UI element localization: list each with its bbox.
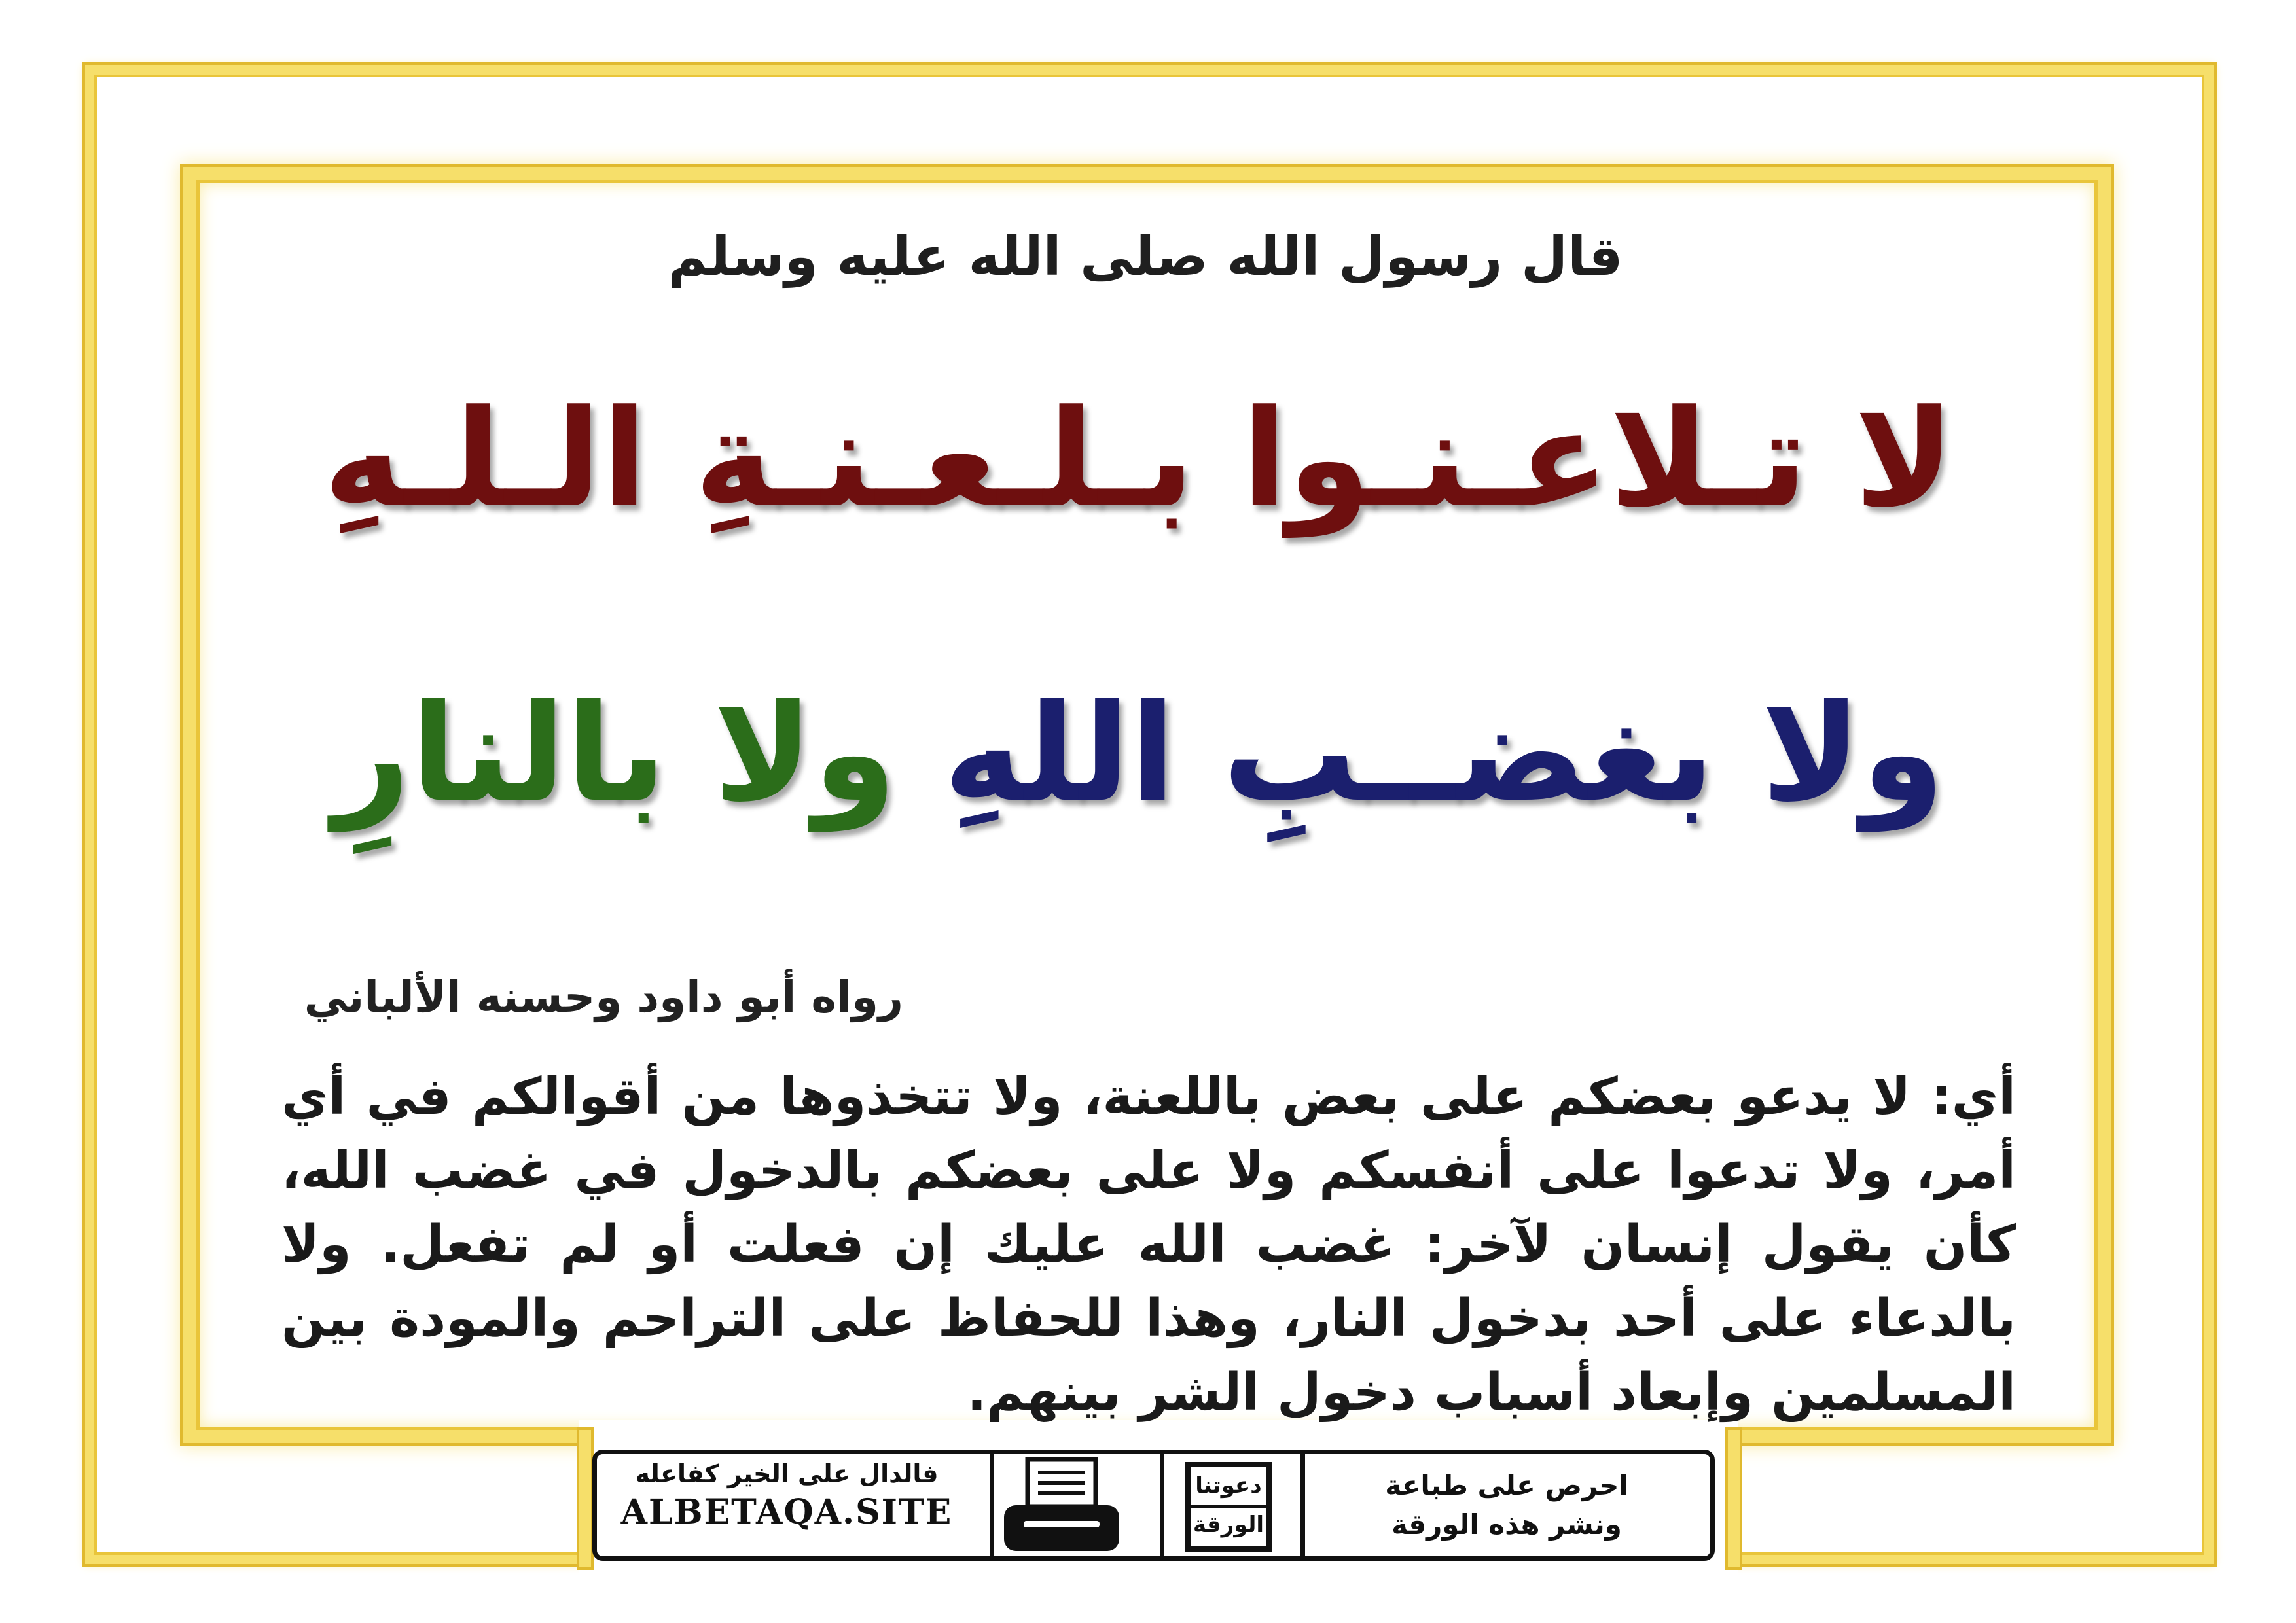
print-note-line-2: ونشر هذه الورقة: [1391, 1508, 1622, 1541]
print-note: [1314, 1466, 1700, 1544]
hadith-line-2-blue: ولا بغضــبِ اللهِ: [943, 676, 1945, 832]
footer-site-link[interactable]: ALBETAQA.SITE: [620, 1492, 953, 1532]
printer-icon: [996, 1455, 1127, 1558]
footer-divider-2: [1160, 1454, 1164, 1556]
frame-connector-right: [1728, 1430, 1740, 1567]
print-note-line-1: احرص على طباعة: [1385, 1469, 1628, 1501]
intro-heading: قال رسول الله صلى الله عليه وسلم: [668, 226, 1623, 288]
hadith-source: رواه أبو داود وحسنه الألباني: [304, 972, 903, 1022]
hadith-line-2: [275, 677, 2003, 832]
footer-slogan: فالدال على الخير كفاعله: [635, 1459, 939, 1488]
frame-connector-left: [579, 1430, 591, 1567]
logo-mark: [1183, 1459, 1274, 1554]
hadith-line-2-green: ولا بالنارِ: [332, 676, 897, 832]
hadith-line-1: لا تـلاعـنـوا بـلـعـنـةِ الـلـهِ: [323, 382, 1955, 537]
explanation-paragraph: أي: لا يدعو بعضكم على بعض باللعنة، ولا تتخذوها من أقوالكم في أي أمر، ولا تدعوا على أنفسكم ولا على بعضكم بالدخول في غضب الله، كأن يقول إنسان لآخر: غضب الله عليك إن فعلت أو لم تفعل. ولا بالدعاء على أحد بدخول النار، وهذا للحفاظ على التراحم والمودة بين المسلمين وإبعاد أسباب دخول الشر بينهم.: [281, 1067, 2016, 1422]
footer-divider-1: [990, 1454, 994, 1556]
footer-website-block: [603, 1459, 970, 1532]
footer-divider-3: [1300, 1454, 1305, 1556]
logo-text: دعوتنا الورقة: [1193, 1472, 1265, 1538]
footer-bar: [592, 1450, 1715, 1561]
